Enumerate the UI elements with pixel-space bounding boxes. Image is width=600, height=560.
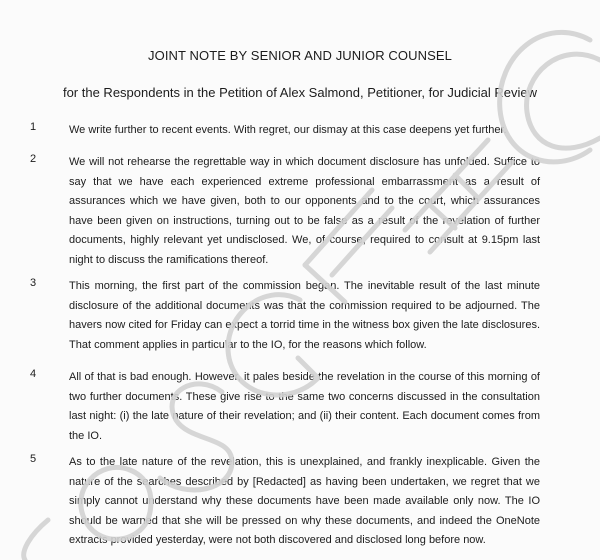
document-title: JOINT NOTE BY SENIOR AND JUNIOR COUNSEL bbox=[148, 48, 452, 63]
paragraph-number: 1 bbox=[30, 121, 37, 133]
paragraph-number: 2 bbox=[30, 153, 37, 165]
paragraph-text: All of that is bad enough. However, it pales beside the revelation in the course of this morning of two further documents. These give rise to the same two concerns discussed in the consultation last night: (i) the late nature of their revelation; and (ii) their content. Each document comes from the IO. bbox=[69, 371, 540, 442]
paragraph-text: We write further to recent events. With regret, our dismay at this case deepens yet further. bbox=[69, 124, 507, 136]
paragraph-text: This morning, the first part of the commission began. The inevitable result of the last minute disclosure of the additional documents was that the commission required to be adjourned. The havers now cited for Friday can expect a torrid time in the witness box given the late disclosures. That comment applies in particular to the IO, for the reasons which follow. bbox=[69, 280, 540, 351]
paragraph-text: As to the late nature of the revelation, this is unexplained, and frankly inexplicable. Given the nature of the searches described by [Redacted] as having been undertaken, we regret that we simply cannot understand why these documents have been made available only now. The IO should be warned that she will be pressed on why these documents, and indeed the OneNote extracts provided yesterday, were not both discovered and disclosed long before now. bbox=[69, 456, 540, 546]
paragraph-number: 3 bbox=[30, 277, 37, 289]
document-subtitle: for the Respondents in the Petition of Alex Salmond, Petitioner, for Judicial Review bbox=[62, 85, 538, 100]
paragraph-number: 5 bbox=[30, 453, 37, 465]
paragraph-text: We will not rehearse the regrettable way in which document disclosure has unfolded. Suffice to say that we have each experienced extreme professional embarrassment as a result of assurances which we have given, both to our opponents and to the court, which assurances have been given on instructions, turning out to be false as a result of the revelation of further documents, highly relevant yet undisclosed. We, of course, required to consult at 9.15pm last night to discuss the ramifications thereof. bbox=[69, 156, 540, 266]
paragraph-number: 4 bbox=[30, 368, 37, 380]
